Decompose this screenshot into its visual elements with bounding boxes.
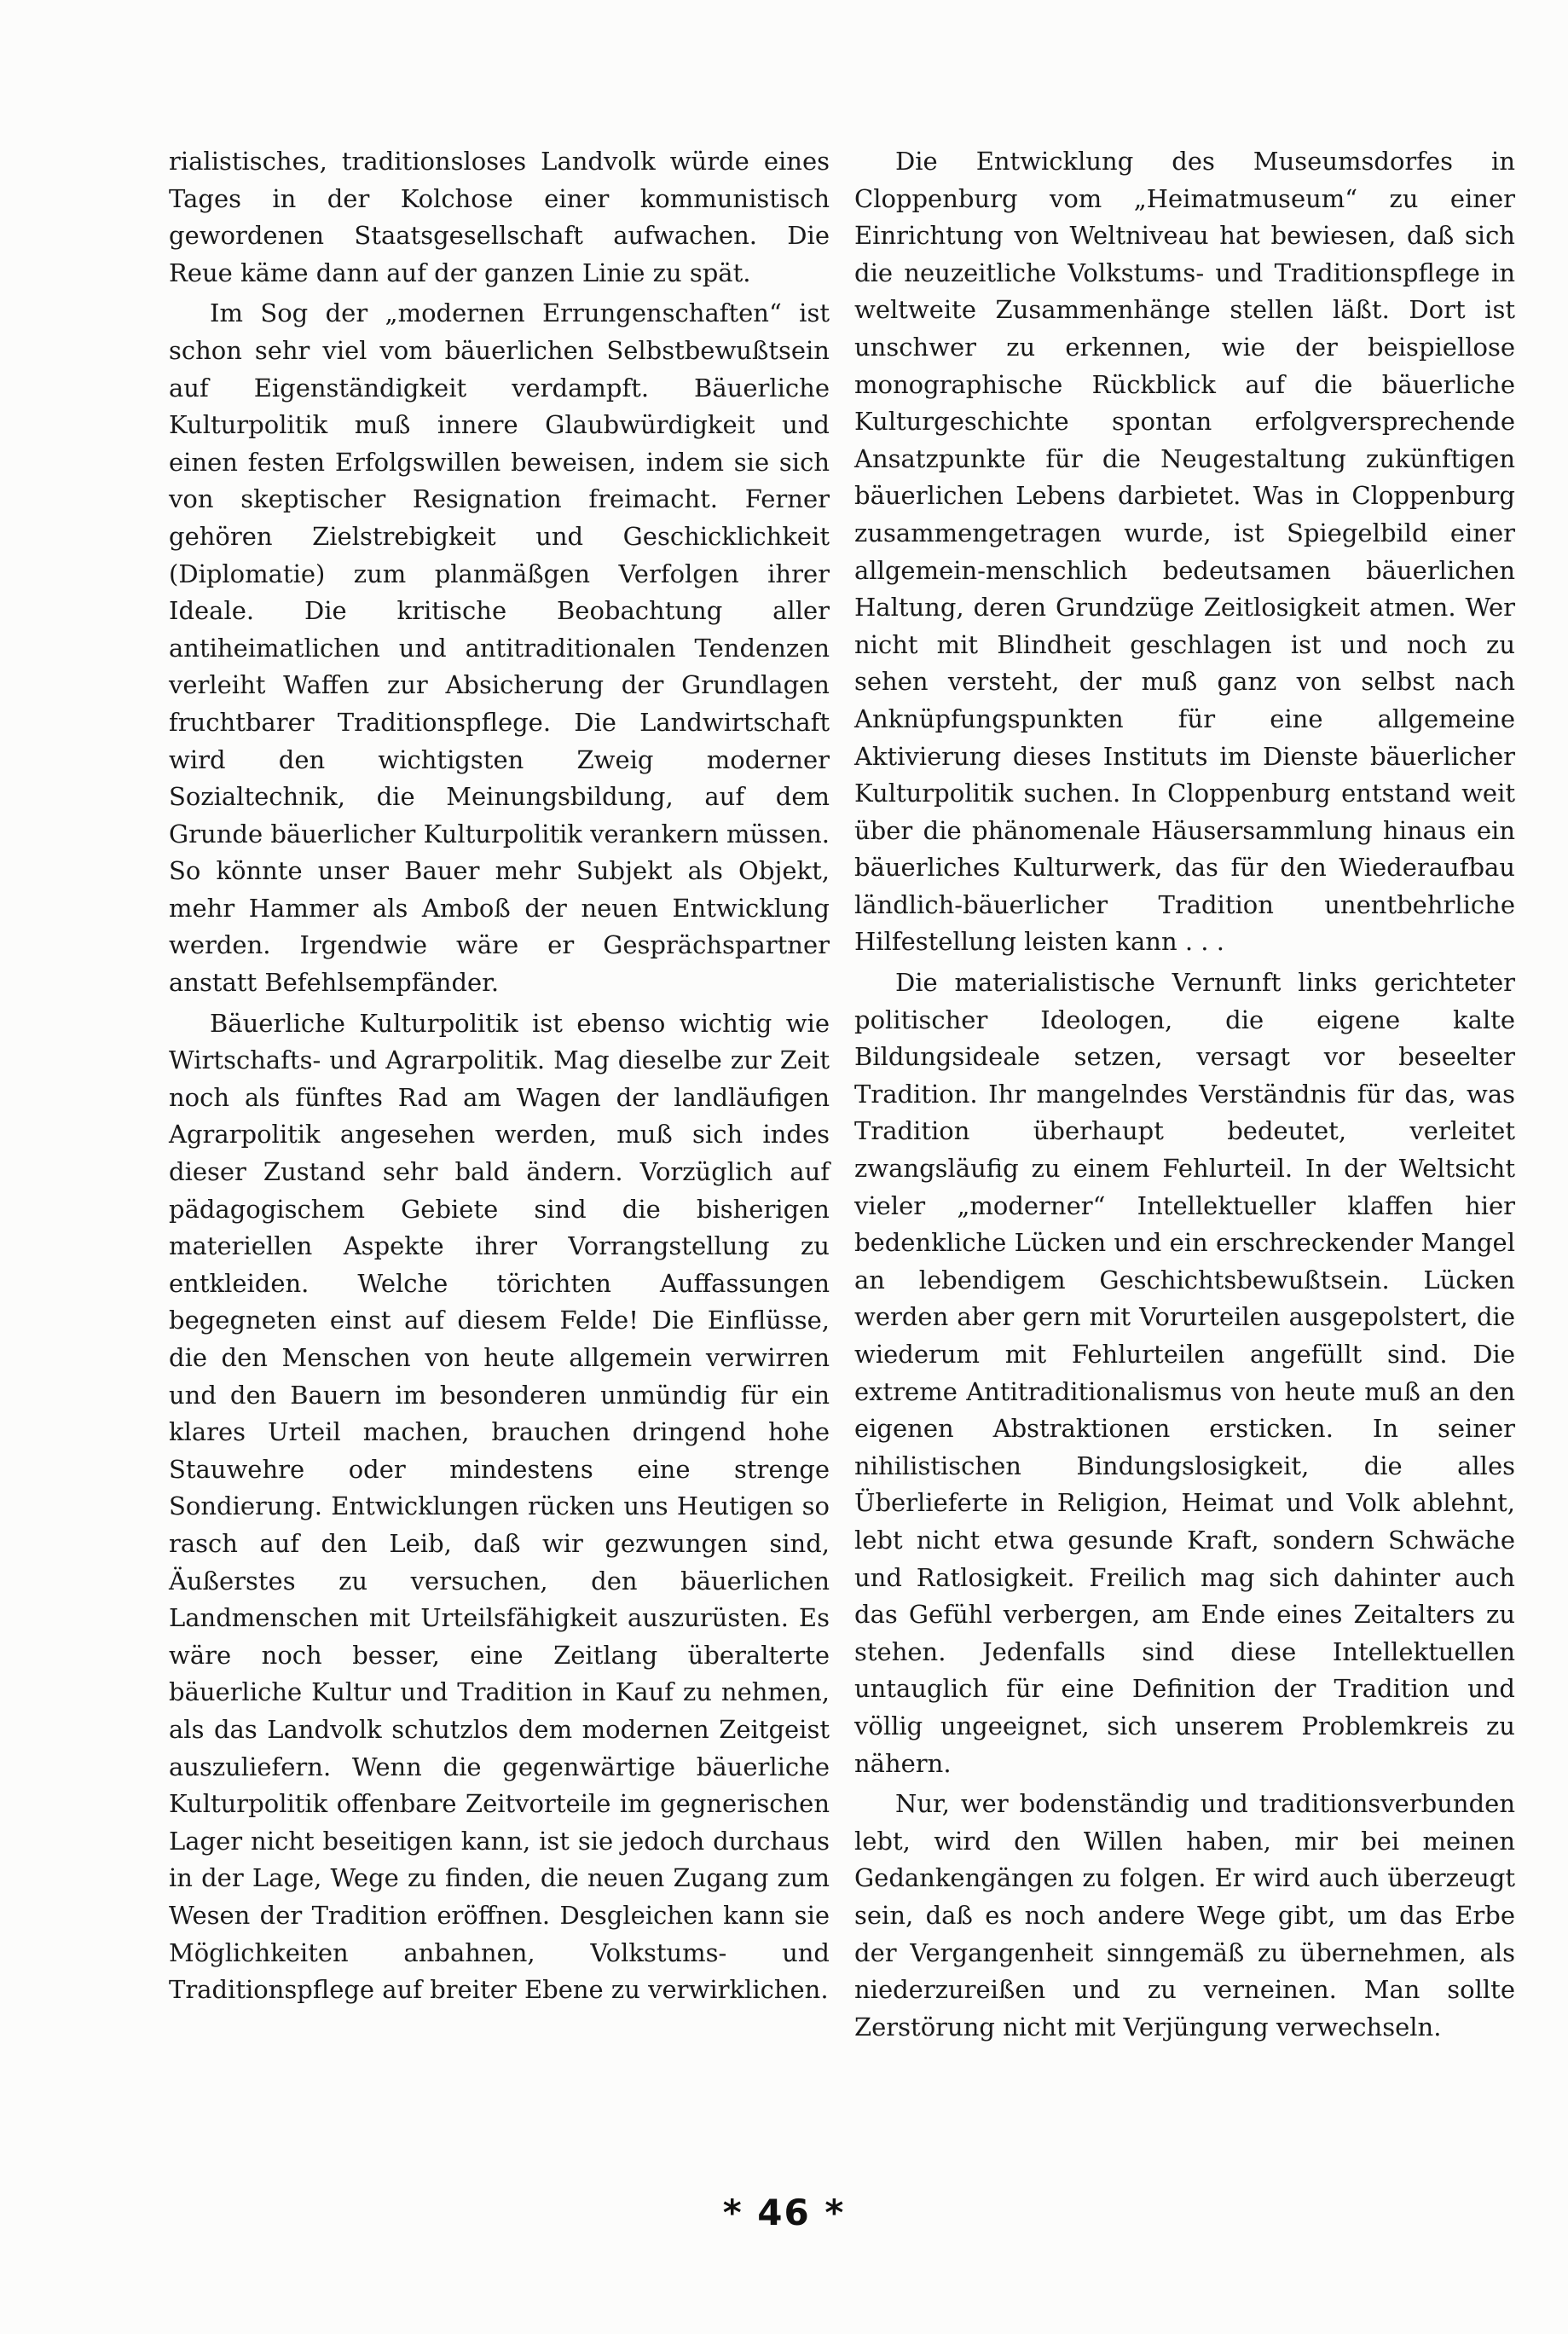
- paragraph: Bäuerliche Kulturpolitik ist ebenso wichtig wie Wirtschafts- und Agrarpolitik. Mag dieselbe zur Zeit noch als fünftes Rad am Wagen der landläufigen Agrarpolitik angesehen werden, muß sich indes dieser Zustand sehr bald ändern. Vorzüglich auf pädagogischem Gebiete sind die bisherigen materiellen Aspekte ihrer Vorrangstellung zu entkleiden. Welche törichten Auffassungen begegneten einst auf diesem Felde! Die Einflüsse, die den Menschen von heute allgemein verwirren und den Bauern im besonderen unmündig für ein klares Urteil machen, brauchen dringend hohe Stauwehre oder mindestens eine strenge Sondierung. Entwicklungen rücken uns Heutigen so rasch auf den Leib, daß wir gezwungen sind, Äußerstes zu versuchen, den bäuerlichen Landmenschen mit Urteilsfähigkeit auszurüsten. Es wäre noch besser, eine Zeitlang überalterte bäuerliche Kultur und Tradition in Kauf zu nehmen, als das Landvolk schutzlos dem modernen Zeitgeist auszuliefern. Wenn die gegenwärtige bäuerliche Kulturpolitik offenbare Zeitvorteile im gegnerischen Lager nicht beseitigen kann, ist sie jedoch durchaus in der Lage, Wege zu finden, die neuen Zugang zum Wesen der Tradition eröffnen. Desgleichen kann sie Möglichkeiten anbahnen, Volkstums- und Traditionspflege auf breiter Ebene zu verwirklichen.: [169, 1008, 830, 2005]
- paragraph: Die materialistische Vernunft links gerichteter politischer Ideologen, die eigene kalte Bildungsideale setzen, versagt vor beseelter Tradition. Ihr mangelndes Verständnis für das, was Tradition überhaupt bedeutet, verleitet zwangsläufig zu einem Fehlurteil. In der Weltsicht vieler „moderner“ Intellektueller klaffen hier bedenkliche Lücken und ein erschreckender Mangel an lebendigem Geschichtsbewußtsein. Lücken werden aber gern mit Vorurteilen ausgepolstert, die wiederum mit Fehlurteilen angefüllt sind. Die extreme Antitraditionalismus von heute muß an den eigenen Abstraktionen ersticken. In seiner nihilistischen Bindungslosigkeit, die alles Überlieferte in Religion, Heimat und Volk ablehnt, lebt nicht etwa gesunde Kraft, sondern Schwäche und Ratlosigkeit. Freilich mag sich dahinter auch das Gefühl verbergen, am Ende eines Zeitalters zu stehen. Jedenfalls sind diese Intellektuellen untauglich für eine Definition der Tradition und völlig ungeeignet, sich unserem Problemkreis zu nähern.: [854, 968, 1515, 1778]
- paragraph: Die Entwicklung des Museumsdorfes in Cloppenburg vom „Heimatmuseum“ zu einer Einrichtung von Weltniveau hat bewiesen, daß sich die neuzeitliche Volkstums- und Traditionspflege in weltweite Zusammenhänge stellen läßt. Dort ist unschwer zu erkennen, wie der beispiellose monographische Rückblick auf die bäuerliche Kulturgeschichte spontan erfolgversprechende Ansatzpunkte für die Neugestaltung zukünftigen bäuerlichen Lebens darbietet. Was in Cloppenburg zusammengetragen wurde, ist Spiegelbild einer allgemein-menschlich bedeutsamen bäuerlichen Haltung, deren Grundzüge Zeitlosigkeit atmen. Wer nicht mit Blindheit geschlagen ist und noch zu sehen versteht, der muß ganz von selbst nach Anknüpfungspunkten für eine allgemeine Aktivierung dieses Instituts im Dienste bäuerlicher Kulturpolitik suchen. In Cloppenburg entstand weit über die phänomenale Häusersammlung hinaus ein bäuerliches Kulturwerk, das für den Wiederaufbau ländlich-bäuerlicher Tradition unentbehrliche Hilfestellung leisten kann . . .: [854, 147, 1515, 957]
- paragraph: rialistisches, traditionsloses Landvolk würde eines Tages in der Kolchose einer kommunistisch gewordenen Staatsgesellschaft aufwachen. Die Reue käme dann auf der ganzen Linie zu spät.: [169, 147, 830, 287]
- paragraph: Nur, wer bodenständig und traditionsverbunden lebt, wird den Willen haben, mir bei meinen Gedankengängen zu folgen. Er wird auch überzeugt sein, daß es noch andere Wege gibt, um das Erbe der Vergangenheit sinngemäß zu übernehmen, als niederzureißen und zu verneinen. Man sollte Zerstörung nicht mit Verjüngung verwechseln.: [854, 1789, 1515, 2042]
- page-number: * 46 *: [722, 2192, 846, 2233]
- left-text-column: [169, 143, 830, 2013]
- right-text-column: [854, 143, 1515, 2049]
- paragraph: Im Sog der „modernen Errungenschaften“ ist schon sehr viel vom bäuerlichen Selbstbewußtsein auf Eigenständigkeit verdampft. Bäuerliche Kulturpolitik muß innere Glaubwürdigkeit und einen festen Erfolgswillen beweisen, indem sie sich von skeptischer Resignation freimacht. Ferner gehören Zielstrebigkeit und Geschicklichkeit (Diplomatie) zum planmäßgen Verfolgen ihrer Ideale. Die kritische Beobachtung aller antiheimatlichen und antitraditionalen Tendenzen verleiht Waffen zur Absicherung der Grundlagen fruchtbarer Traditionspflege. Die Landwirtschaft wird den wichtigsten Zweig moderner Sozialtechnik, die Meinungsbildung, auf dem Grunde bäuerlicher Kulturpolitik verankern müssen. So könnte unser Bauer mehr Subjekt als Objekt, mehr Hammer als Amboß der neuen Entwicklung werden. Irgendwie wäre er Gesprächspartner anstatt Befehlsempfänder.: [169, 298, 830, 998]
